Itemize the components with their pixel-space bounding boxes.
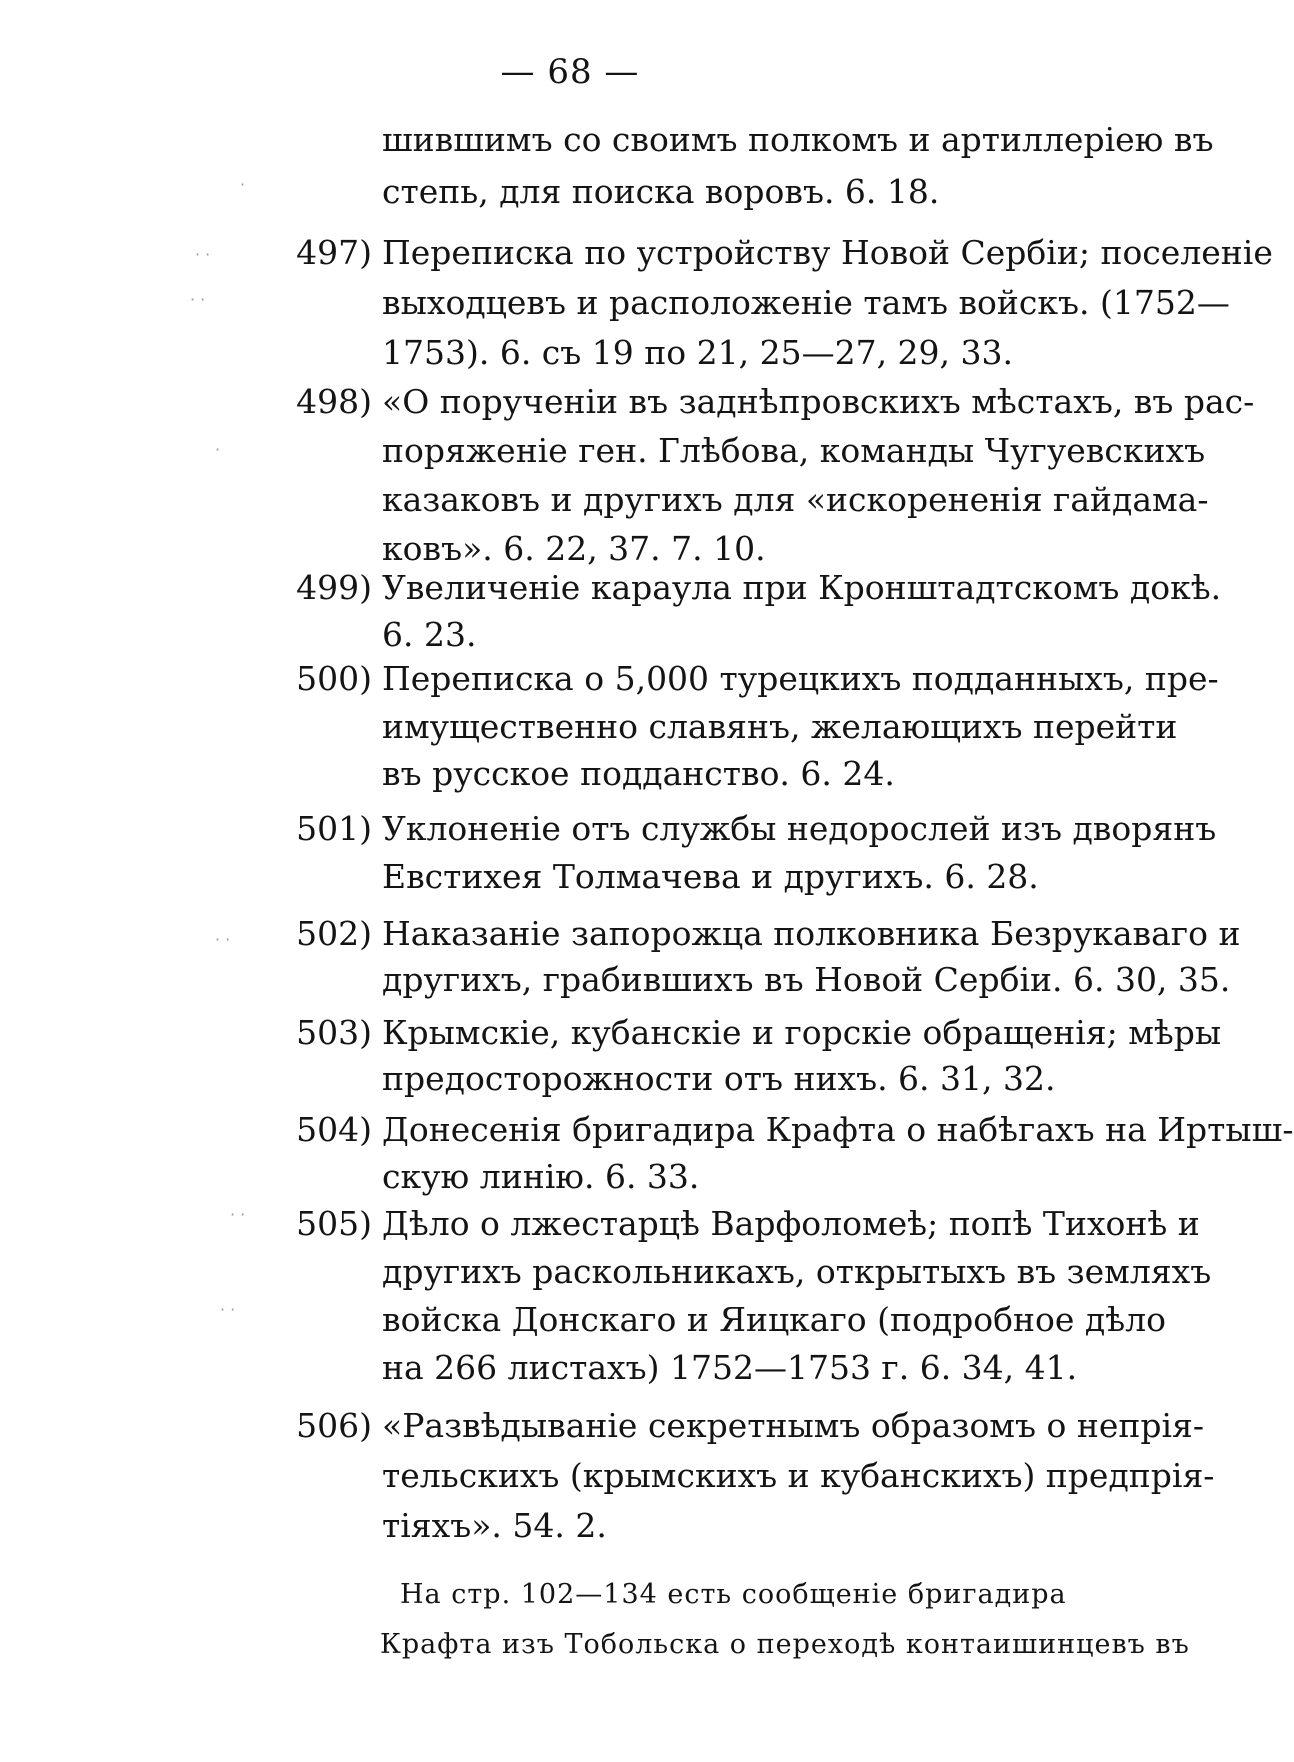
margin-smudge: · · [230,1205,246,1224]
entry-line: Наказаніе запорожца полковника Безрукаваго и [382,914,1241,953]
margin-smudge: · [240,175,246,194]
entry-number: 498) [296,382,372,421]
entry-number: 506) [296,1406,372,1445]
entry-line: Переписка о 5,000 турецкихъ подданныхъ, пре- [382,659,1219,698]
note-line: На стр. 102—134 есть сообщеніе бригадира [400,1579,1067,1610]
page-number: — 68 — [500,52,640,92]
note-line: Крафта изъ Тобольска о переходѣ контаишинцевъ въ [380,1629,1190,1660]
entry-number: 504) [296,1110,372,1149]
margin-smudge: · · [190,290,206,309]
entry-line: другихъ раскольникахъ, открытыхъ въ земляхъ [382,1252,1212,1291]
continuation-line: шившимъ со своимъ полкомъ и артиллеріею въ [382,120,1214,159]
margin-smudge: · · [195,245,211,264]
continuation-line: степь, для поиска воровъ. 6. 18. [382,172,940,211]
entry-line: Донесенія бригадира Крафта о набѣгахъ на Иртыш- [382,1110,1294,1149]
entry-line: Евстихея Толмачева и другихъ. 6. 28. [382,857,1039,896]
entry-line: «Развѣдываніе секретнымъ образомъ о непрія- [382,1406,1204,1445]
entry-line: тельскихъ (крымскихъ и кубанскихъ) предпрія- [382,1456,1215,1495]
entry-line: на 266 листахъ) 1752—1753 г. 6. 34, 41. [382,1348,1078,1387]
margin-smudge: · · [220,1300,236,1319]
entry-line: 1753). 6. съ 19 по 21, 25—27, 29, 33. [382,333,1013,372]
entry-number: 500) [296,659,372,698]
margin-smudge: · [215,440,221,459]
entry-line: ковъ». 6. 22, 37. 7. 10. [382,529,766,568]
entry-number: 502) [296,914,372,953]
entry-number: 503) [296,1013,372,1052]
entry-number: 499) [296,568,372,607]
entry-line: Крымскіе, кубанскіе и горскіе обращенія; мѣры [382,1013,1222,1052]
entry-line: тіяхъ». 54. 2. [382,1506,607,1545]
entry-number: 505) [296,1204,372,1243]
entry-line: въ русское подданство. 6. 24. [382,754,895,793]
entry-line: другихъ, грабившихъ въ Новой Сербіи. 6. 30, 35. [382,960,1231,999]
entry-line: поряженіе ген. Глѣбова, команды Чугуевскихъ [382,431,1206,470]
entry-line: Увеличеніе караула при Кронштадтскомъ докѣ. [382,568,1222,607]
entry-line: предосторожности отъ нихъ. 6. 31, 32. [382,1059,1056,1098]
entry-line: Уклоненіе отъ службы недорослей изъ дворянъ [382,809,1217,848]
margin-smudge: · · [215,930,231,949]
entry-line: Переписка по устройству Новой Сербіи; поселеніе [382,233,1273,272]
entry-line: казаковъ и другихъ для «искорененія гайдама- [382,480,1209,519]
entry-line: Дѣло о лжестарцѣ Варфоломеѣ; попѣ Тихонѣ и [382,1204,1200,1243]
entry-line: войска Донскаго и Яицкаго (подробное дѣло [382,1300,1166,1339]
entry-line: выходцевъ и расположеніе тамъ войскъ. (1752— [382,283,1230,322]
entry-number: 501) [296,809,372,848]
entry-line: скую линію. 6. 33. [382,1157,700,1196]
entry-line: имущественно славянъ, желающихъ перейти [382,707,1178,746]
entry-number: 497) [296,233,372,272]
entry-line: 6. 23. [382,615,477,654]
entry-line: «О порученіи въ заднѣпровскихъ мѣстахъ, въ рас- [382,382,1255,421]
